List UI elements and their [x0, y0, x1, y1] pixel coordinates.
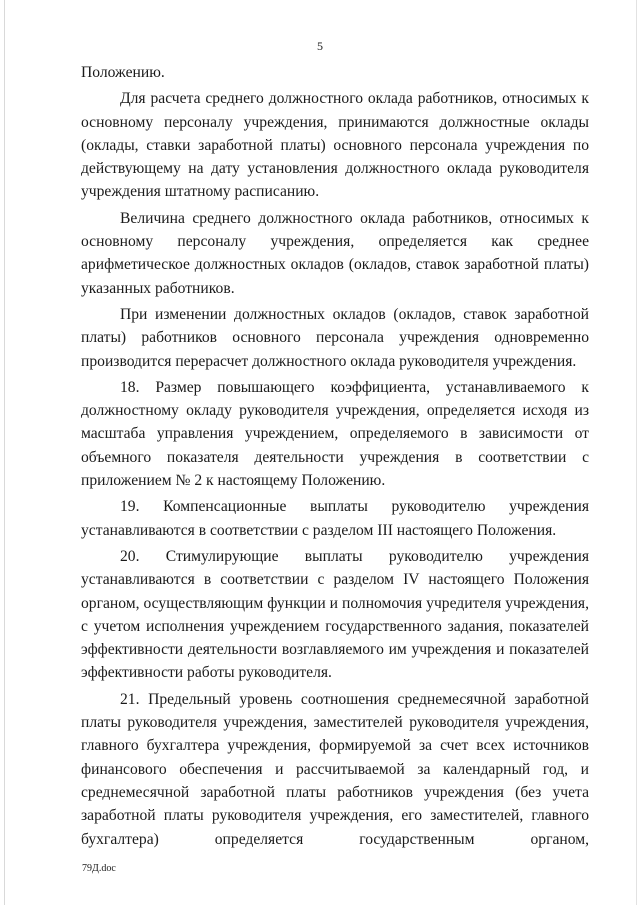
paragraph-item-18: 18. Размер повышающего коэффициента, устанавливаемого к должностному окладу руководителя учреждения, определяется исходя из масштаба управления учреждением, определяемого в зависимости от объемного показателя деятельности учреждения в соответствии с приложением № 2 к настоящему Положению.: [81, 378, 589, 490]
footer-filename: 79Д.doc: [82, 863, 116, 874]
paragraph-average-salary-value: Величина среднего должностного оклада работников, относимых к основному персоналу учреждения, определяется как среднее арифметическое должностных окладов (окладов, ставок заработной платы) указанных работников.: [81, 209, 589, 297]
page-number: 5: [317, 39, 323, 53]
paragraph-continuation: Положению.: [81, 64, 165, 81]
document-body: [81, 61, 589, 851]
scan-edge-right: [636, 0, 637, 905]
paragraph-item-20: 20. Стимулирующие выплаты руководителю учреждения устанавливаются в соответствии с разделом IV настоящего Положения органом, осуществляющим функции и полномочия учредителя учреждения, с учетом исполнения учреждением государственного задания, показателей эффективности деятельности возглавляемого им учреждения и показателей эффективности работы руководителя.: [81, 547, 589, 682]
scan-edge-left: [4, 0, 5, 905]
paragraph-item-19: 19. Компенсационные выплаты руководителю учреждения устанавливаются в соответствии с разделом III настоящего Положения.: [81, 498, 589, 539]
paragraph-salary-recalculation: При изменении должностных окладов (окладов, ставок заработной платы) работников основного персонала учреждения одновременно производится перерасчет должностного оклада руководителя учреждения.: [81, 305, 589, 370]
paragraph-item-21: 21. Предельный уровень соотношения среднемесячной заработной платы руководителя учреждения, заместителей руководителя учреждения, главного бухгалтера учреждения, формируемой за счет всех источников финансового обеспечения и рассчитываемой за календарный год, и среднемесячной заработной платы работников учреждения (без учета заработной платы руководителя учреждения, его заместителей, главного бухгалтера) определяется государственным органом,: [81, 690, 589, 848]
paragraph-average-salary-calculation: Для расчета среднего должностного оклада работников, относимых к основному персоналу учреждения, принимаются должностные оклады (оклады, ставки заработной платы) основного персонала учреждения по действующему на дату установления должностного оклада руководителя учреждения штатному расписанию.: [81, 90, 589, 201]
